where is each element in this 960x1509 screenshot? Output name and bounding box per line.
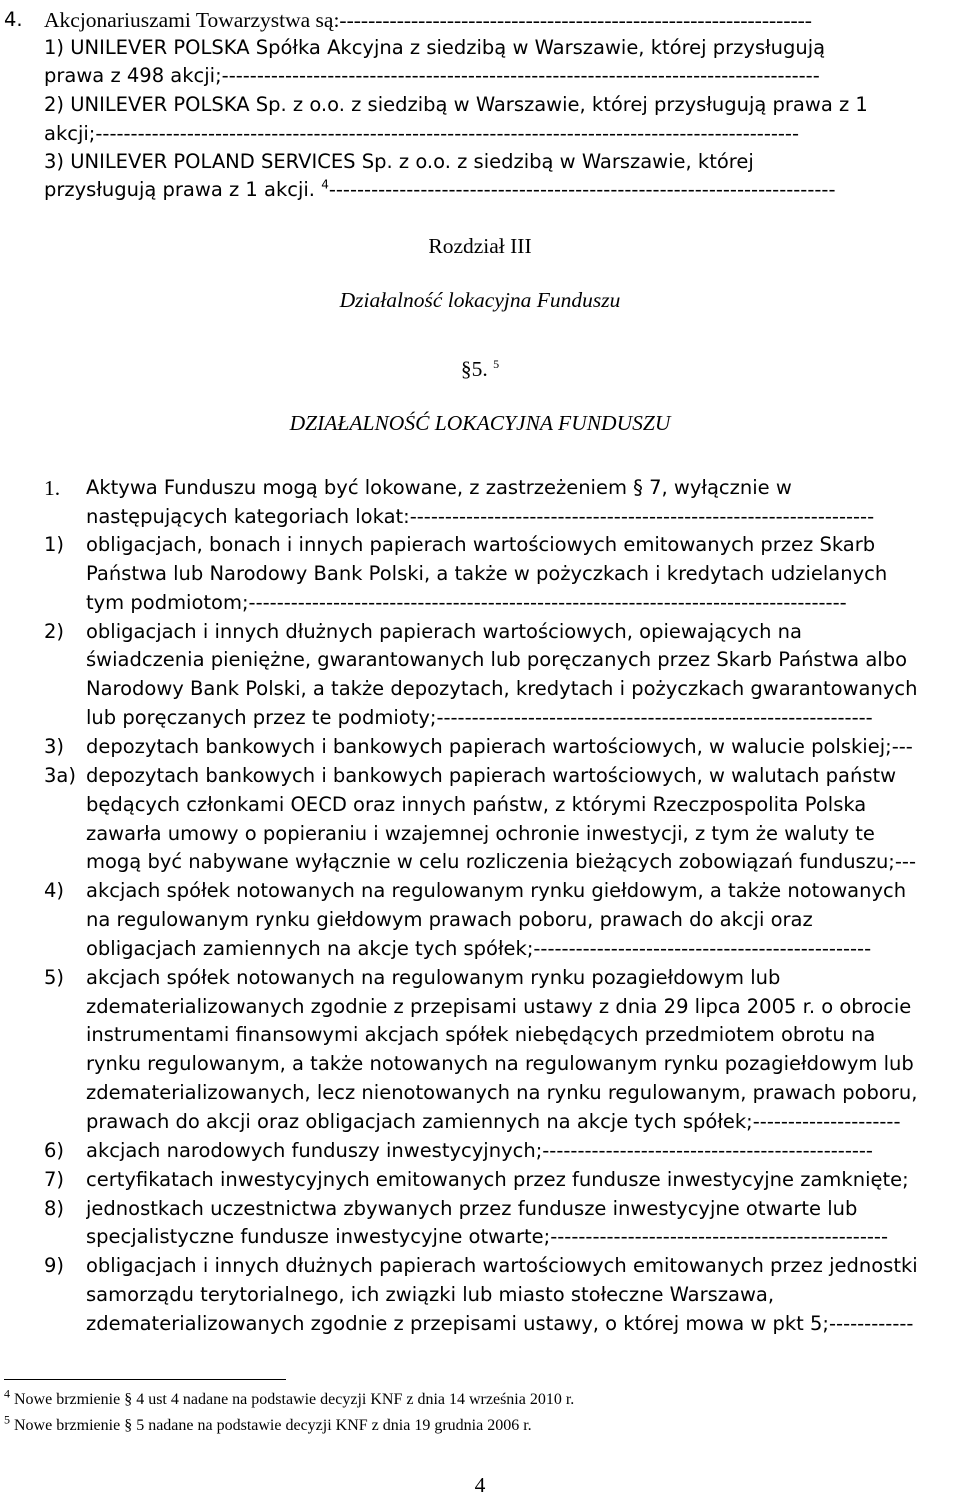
para-1-text-b: 7, wyłącznie w [649, 476, 792, 499]
item-line: prawach do akcji oraz obligacjach zamiennych na akcje tych spółek;--------------------- [86, 1110, 901, 1133]
item-number: 6) [44, 1138, 65, 1162]
intro-heading: Akcjonariuszami Towarzystwa są:------------------------------------------------------------------ [44, 8, 812, 32]
item-line: rynku regulowanym, a także notowanych na regulowanym rynku pozagiełdowym lub [86, 1052, 914, 1076]
shareholder-2-line-1: 2) UNILEVER POLSKA Sp. z o.o. z siedzibą w Warszawie, której przysługują prawa z 1 [44, 93, 868, 116]
item-line: tym podmiotom;------------------------------------------------------------------------------------- [86, 590, 847, 614]
item-line: zdematerializowanych zgodnie z przepisami ustawy, o której mowa w pkt 5;------------ [86, 1311, 914, 1335]
item-line: mogą być nabywane wyłącznie w celu rozliczenia bieżących zobowiązań funduszu;--- [86, 850, 916, 874]
chapter-label: Rozdział III [428, 234, 532, 258]
item-line: Państwa lub Narodowy Bank Polski, a także w pożyczkach i kredytach udzielanych [86, 561, 888, 585]
para-1-number: 1. [44, 476, 61, 500]
footnote-4-marker: 4 [4, 1386, 10, 1401]
item-line: będących członkami OECD oraz innych państw, z którymi Rzeczpospolita Polska [86, 792, 867, 816]
shareholder-3-line-2 [44, 176, 956, 204]
item-number: 8) [44, 1196, 65, 1220]
shareholder-3-line-1: 3) UNILEVER POLAND SERVICES Sp. z o.o. z siedzibą w Warszawie, której [44, 150, 754, 173]
item-line: jednostkach uczestnictwa zbywanych przez fundusze inwestycyjne otwarte lub [86, 1196, 858, 1220]
item-line: obligacjach i innych dłużnych papierach wartościowych emitowanych przez jednostki [86, 1254, 918, 1278]
item-line: certyfikatach inwestycyjnych emitowanych przez fundusze inwestycyjne zamknięte; [86, 1167, 909, 1191]
item-line: zawarła umowy o popieraniu i wzajemnej ochronie inwestycji, z tym że waluty te [86, 821, 875, 845]
item-line: samorządu terytorialnego, ich związki lub miasto stołeczne Warszawa, [86, 1283, 775, 1307]
item-line: na regulowanym rynku giełdowym prawach poboru, prawach do akcji oraz [86, 908, 813, 932]
item-number: 7) [44, 1167, 65, 1191]
footnote-5 [4, 1412, 532, 1436]
item-line: specjalistyczne fundusze inwestycyjne otwarte;------------------------------------------------ [86, 1225, 888, 1249]
footnote-5-marker: 5 [4, 1412, 10, 1427]
item-line: akcjach narodowych funduszy inwestycyjnych;----------------------------------------------- [86, 1138, 873, 1162]
footnote-separator [4, 1379, 286, 1380]
item-line: zdematerializowanych zgodnie z przepisami ustawy z dnia 29 lipca 2005 r. o obrocie [86, 994, 912, 1018]
para-1-line-1 [86, 474, 956, 502]
shareholder-1-line-2: prawa z 498 akcji;------------------------------------------------------------------------------------- [44, 64, 820, 87]
shareholder-2-line-2: akcji;---------------------------------------------------------------------------------------------------- [44, 122, 800, 145]
footnote-4-text-a: Nowe brzmienie [14, 1391, 121, 1408]
footnote-ref-4: 4 [321, 177, 329, 192]
footnote-5-section-symbol: § [124, 1417, 133, 1434]
page-number: 4 [474, 1473, 486, 1497]
item-line: obligacjach i innych dłużnych papierach wartościowych, opiewających na [86, 619, 802, 643]
item-number: 9) [44, 1254, 65, 1278]
item-line: obligacjach zamiennych na akcje tych spółek;------------------------------------------------ [86, 936, 872, 960]
para-1-text-a: Aktywa Funduszu mogą być lokowane, z zastrzeżeniem [86, 476, 627, 499]
item-line: depozytach bankowych i bankowych papierach wartościowych, w walucie polskiej;--- [86, 734, 913, 758]
footnote-5-text-b: 5 nadane na podstawie decyzji KNF z dnia 19 grudnia 2006 r. [136, 1417, 532, 1434]
item-line: Narodowy Bank Polski, a także depozytach, kredytach i pożyczkach gwarantowanych [86, 677, 918, 701]
item-line: akcjach spółek notowanych na regulowanym rynku giełdowym, a także notowanych [86, 879, 907, 903]
section-symbol: § [460, 357, 472, 381]
item-number: 5) [44, 965, 65, 989]
footnote-5-text-a: Nowe brzmienie [14, 1417, 121, 1434]
item-number: 4) [44, 879, 65, 903]
footnote-4-text-b: 4 ust 4 nadane na podstawie decyzji KNF z dnia 14 września 2010 r. [136, 1391, 575, 1408]
section-number [0, 355, 960, 383]
item-number: 3) [44, 734, 65, 758]
item-line: świadczenia pieniężne, gwarantowanych lub poręczanych przez Skarb Państwa albo [86, 648, 907, 672]
item-number: 1) [44, 533, 65, 556]
shareholder-3-dashes: ------------------------------------------------------------------------ [328, 178, 836, 201]
item-line: instrumentami finansowymi akcjach spółek niebędących przedmiotem obrotu na [86, 1023, 876, 1047]
item-line: zdematerializowanych, lecz nienotowanych na rynku regulowanym, prawach poboru, [86, 1081, 918, 1105]
footnote-4 [4, 1386, 575, 1410]
shareholder-3-text: przysługują prawa z 1 akcji. [44, 178, 322, 201]
item-line: akcjach spółek notowanych na regulowanym rynku pozagiełdowym lub [86, 965, 781, 989]
intro-number: 4. [4, 8, 23, 31]
chapter-subtitle: Działalność lokacyjna Funduszu [339, 288, 621, 312]
item-line: depozytach bankowych i bankowych papierach wartościowych, w walutach państw [86, 763, 897, 787]
item-line: obligacjach, bonach i innych papierach wartościowych emitowanych przez Skarb [86, 533, 876, 556]
section-number-text: 5. [471, 357, 488, 381]
section-symbol-ref: § [633, 476, 643, 499]
footnote-4-section-symbol: § [124, 1391, 133, 1408]
section-heading: DZIAŁALNOŚĆ LOKACYJNA FUNDUSZU [289, 411, 671, 435]
footnote-ref-5: 5 [493, 356, 500, 371]
item-number: 3a) [44, 763, 76, 787]
shareholder-1-line-1: 1) UNILEVER POLSKA Spółka Akcyjna z siedzibą w Warszawie, której przysługują [44, 36, 826, 59]
item-number: 2) [44, 619, 65, 643]
item-line: lub poręczanych przez te podmioty;-------------------------------------------------------------- [86, 706, 873, 730]
para-1-line-2: następujących kategoriach lokat:------------------------------------------------------------------ [86, 505, 875, 528]
